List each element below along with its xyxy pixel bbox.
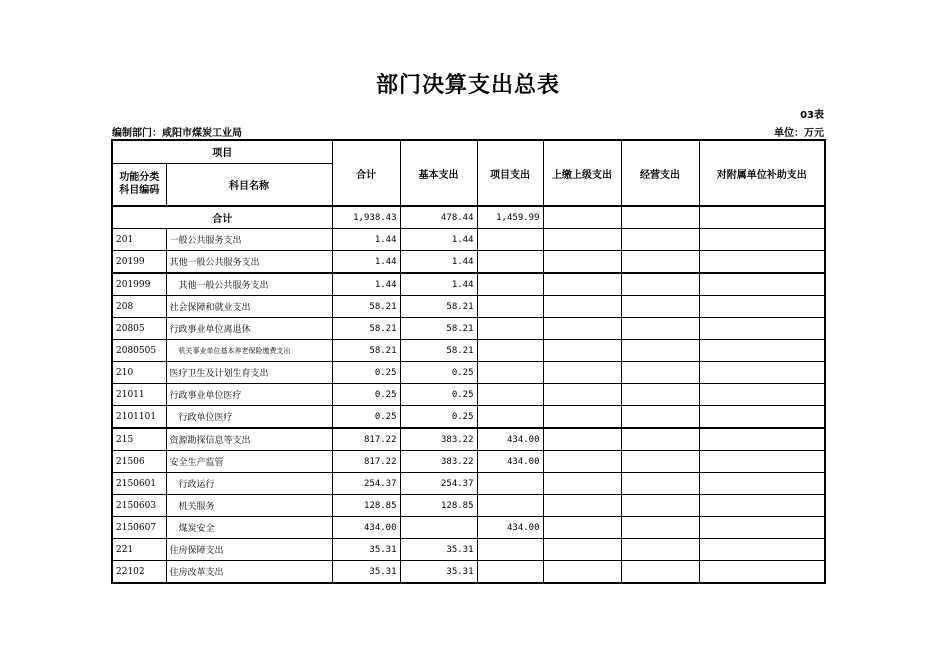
row-code: 221 [112,539,166,561]
row-name: 行政事业单位医疗 [166,384,332,406]
row-business [621,273,699,296]
row-subsidy [699,473,825,495]
row-basic: 383.22 [400,451,477,473]
row-code: 22102 [112,561,166,584]
row-project [477,273,543,296]
row-total: 58.21 [332,340,400,362]
row-name: 住房改革支出 [166,561,332,584]
row-business [621,451,699,473]
row-code: 215 [112,428,166,451]
row-business [621,296,699,318]
row-code: 2150601 [112,473,166,495]
header-upper: 上缴上级支出 [543,140,621,206]
total-row-upper [543,206,621,229]
table-row [112,318,825,340]
row-upper [543,517,621,539]
row-name: 机关服务 [166,495,332,517]
header-total: 合计 [332,140,400,206]
header-func-code: 功能分类 科目编码 [112,163,166,206]
row-name: 其他一般公共服务支出 [166,251,332,274]
row-upper [543,384,621,406]
row-code: 21011 [112,384,166,406]
row-name: 行政单位医疗 [166,406,332,429]
table-number: 03表 [800,110,824,121]
row-total: 35.31 [332,561,400,584]
row-business [621,384,699,406]
row-code: 210 [112,362,166,384]
row-upper [543,473,621,495]
row-project [477,561,543,584]
row-upper [543,428,621,451]
unit-label: 单位：万元 [774,128,824,139]
row-business [621,495,699,517]
row-total: 817.22 [332,428,400,451]
table-row [112,251,825,274]
row-project [477,296,543,318]
row-business [621,318,699,340]
row-basic: 1.44 [400,251,477,274]
row-total: 817.22 [332,451,400,473]
row-code: 21506 [112,451,166,473]
row-basic: 0.25 [400,406,477,429]
row-code: 201 [112,229,166,251]
row-total: 1.44 [332,229,400,251]
total-row-subsidy [699,206,825,229]
row-upper [543,296,621,318]
row-project [477,406,543,429]
row-subsidy [699,318,825,340]
row-project [477,362,543,384]
header-subject-name: 科目名称 [166,163,332,206]
row-business [621,406,699,429]
row-code: 20805 [112,318,166,340]
header-project: 项目支出 [477,140,543,206]
row-basic: 1.44 [400,229,477,251]
row-total: 434.00 [332,517,400,539]
row-basic: 383.22 [400,428,477,451]
row-code: 208 [112,296,166,318]
row-total: 1.44 [332,251,400,274]
row-subsidy [699,406,825,429]
row-basic: 128.85 [400,495,477,517]
row-upper [543,561,621,584]
row-business [621,251,699,274]
table-row [112,229,825,251]
row-name: 医疗卫生及计划生育支出 [166,362,332,384]
row-upper [543,539,621,561]
row-basic [400,517,477,539]
row-subsidy [699,340,825,362]
row-code: 2150607 [112,517,166,539]
row-upper [543,318,621,340]
row-business [621,473,699,495]
row-upper [543,495,621,517]
table-row [112,451,825,473]
row-business [621,428,699,451]
table-row [112,428,825,451]
row-business [621,340,699,362]
row-basic: 35.31 [400,561,477,584]
table-row [112,473,825,495]
row-basic: 0.25 [400,362,477,384]
row-name: 一般公共服务支出 [166,229,332,251]
header-basic: 基本支出 [400,140,477,206]
row-subsidy [699,517,825,539]
row-subsidy [699,362,825,384]
row-project [477,318,543,340]
row-total: 58.21 [332,296,400,318]
row-total: 1.44 [332,273,400,296]
row-project [477,473,543,495]
row-project [477,539,543,561]
table-row [112,340,825,362]
row-name: 资源勘探信息等支出 [166,428,332,451]
row-total: 0.25 [332,362,400,384]
table-row [112,362,825,384]
row-basic: 58.21 [400,318,477,340]
row-business [621,561,699,584]
row-name: 机关事业单位基本养老保险缴费支出 [166,340,332,362]
row-name: 行政事业单位离退休 [166,318,332,340]
row-total: 0.25 [332,384,400,406]
row-subsidy [699,384,825,406]
row-name: 行政运行 [166,473,332,495]
row-code: 2150603 [112,495,166,517]
row-subsidy [699,296,825,318]
row-project [477,251,543,274]
row-subsidy [699,229,825,251]
row-subsidy [699,561,825,584]
table-row [112,384,825,406]
row-name: 社会保障和就业支出 [166,296,332,318]
row-upper [543,362,621,384]
total-row-project: 1,459.99 [477,206,543,229]
row-upper [543,229,621,251]
row-subsidy [699,451,825,473]
table-row [112,406,825,429]
row-total: 128.85 [332,495,400,517]
row-project [477,384,543,406]
row-subsidy [699,428,825,451]
row-basic: 58.21 [400,296,477,318]
row-project: 434.00 [477,517,543,539]
table-row [112,273,825,296]
total-row-label: 合计 [112,206,332,229]
row-upper [543,451,621,473]
row-code: 20199 [112,251,166,274]
row-business [621,229,699,251]
report-title: 部门决算支出总表 [375,73,560,98]
table-row [112,296,825,318]
row-upper [543,251,621,274]
row-project [477,495,543,517]
total-row-business [621,206,699,229]
table-row [112,561,825,584]
total-row-basic: 478.44 [400,206,477,229]
row-total: 58.21 [332,318,400,340]
row-name: 住房保障支出 [166,539,332,561]
table-row [112,517,825,539]
row-basic: 0.25 [400,384,477,406]
row-upper [543,340,621,362]
row-code: 2080505 [112,340,166,362]
row-basic: 1.44 [400,273,477,296]
row-business [621,362,699,384]
table-row [112,495,825,517]
department-label: 编制部门：咸阳市煤炭工业局 [112,128,242,139]
header-item: 项目 [112,140,332,163]
row-upper [543,406,621,429]
row-subsidy [699,251,825,274]
row-name: 其他一般公共服务支出 [166,273,332,296]
total-row-total: 1,938.43 [332,206,400,229]
table-row [112,539,825,561]
row-basic: 58.21 [400,340,477,362]
row-subsidy [699,495,825,517]
row-upper [543,273,621,296]
row-code: 2101101 [112,406,166,429]
row-project: 434.00 [477,428,543,451]
row-code: 201999 [112,273,166,296]
header-business: 经营支出 [621,140,699,206]
row-subsidy [699,273,825,296]
row-name: 安全生产监管 [166,451,332,473]
row-name: 煤炭安全 [166,517,332,539]
row-total: 0.25 [332,406,400,429]
row-basic: 254.37 [400,473,477,495]
row-business [621,539,699,561]
expenditure-table [111,139,826,584]
row-total: 254.37 [332,473,400,495]
row-total: 35.31 [332,539,400,561]
row-project [477,340,543,362]
row-project: 434.00 [477,451,543,473]
row-project [477,229,543,251]
header-subsidy: 对附属单位补助支出 [699,140,825,206]
row-business [621,517,699,539]
row-subsidy [699,539,825,561]
row-basic: 35.31 [400,539,477,561]
